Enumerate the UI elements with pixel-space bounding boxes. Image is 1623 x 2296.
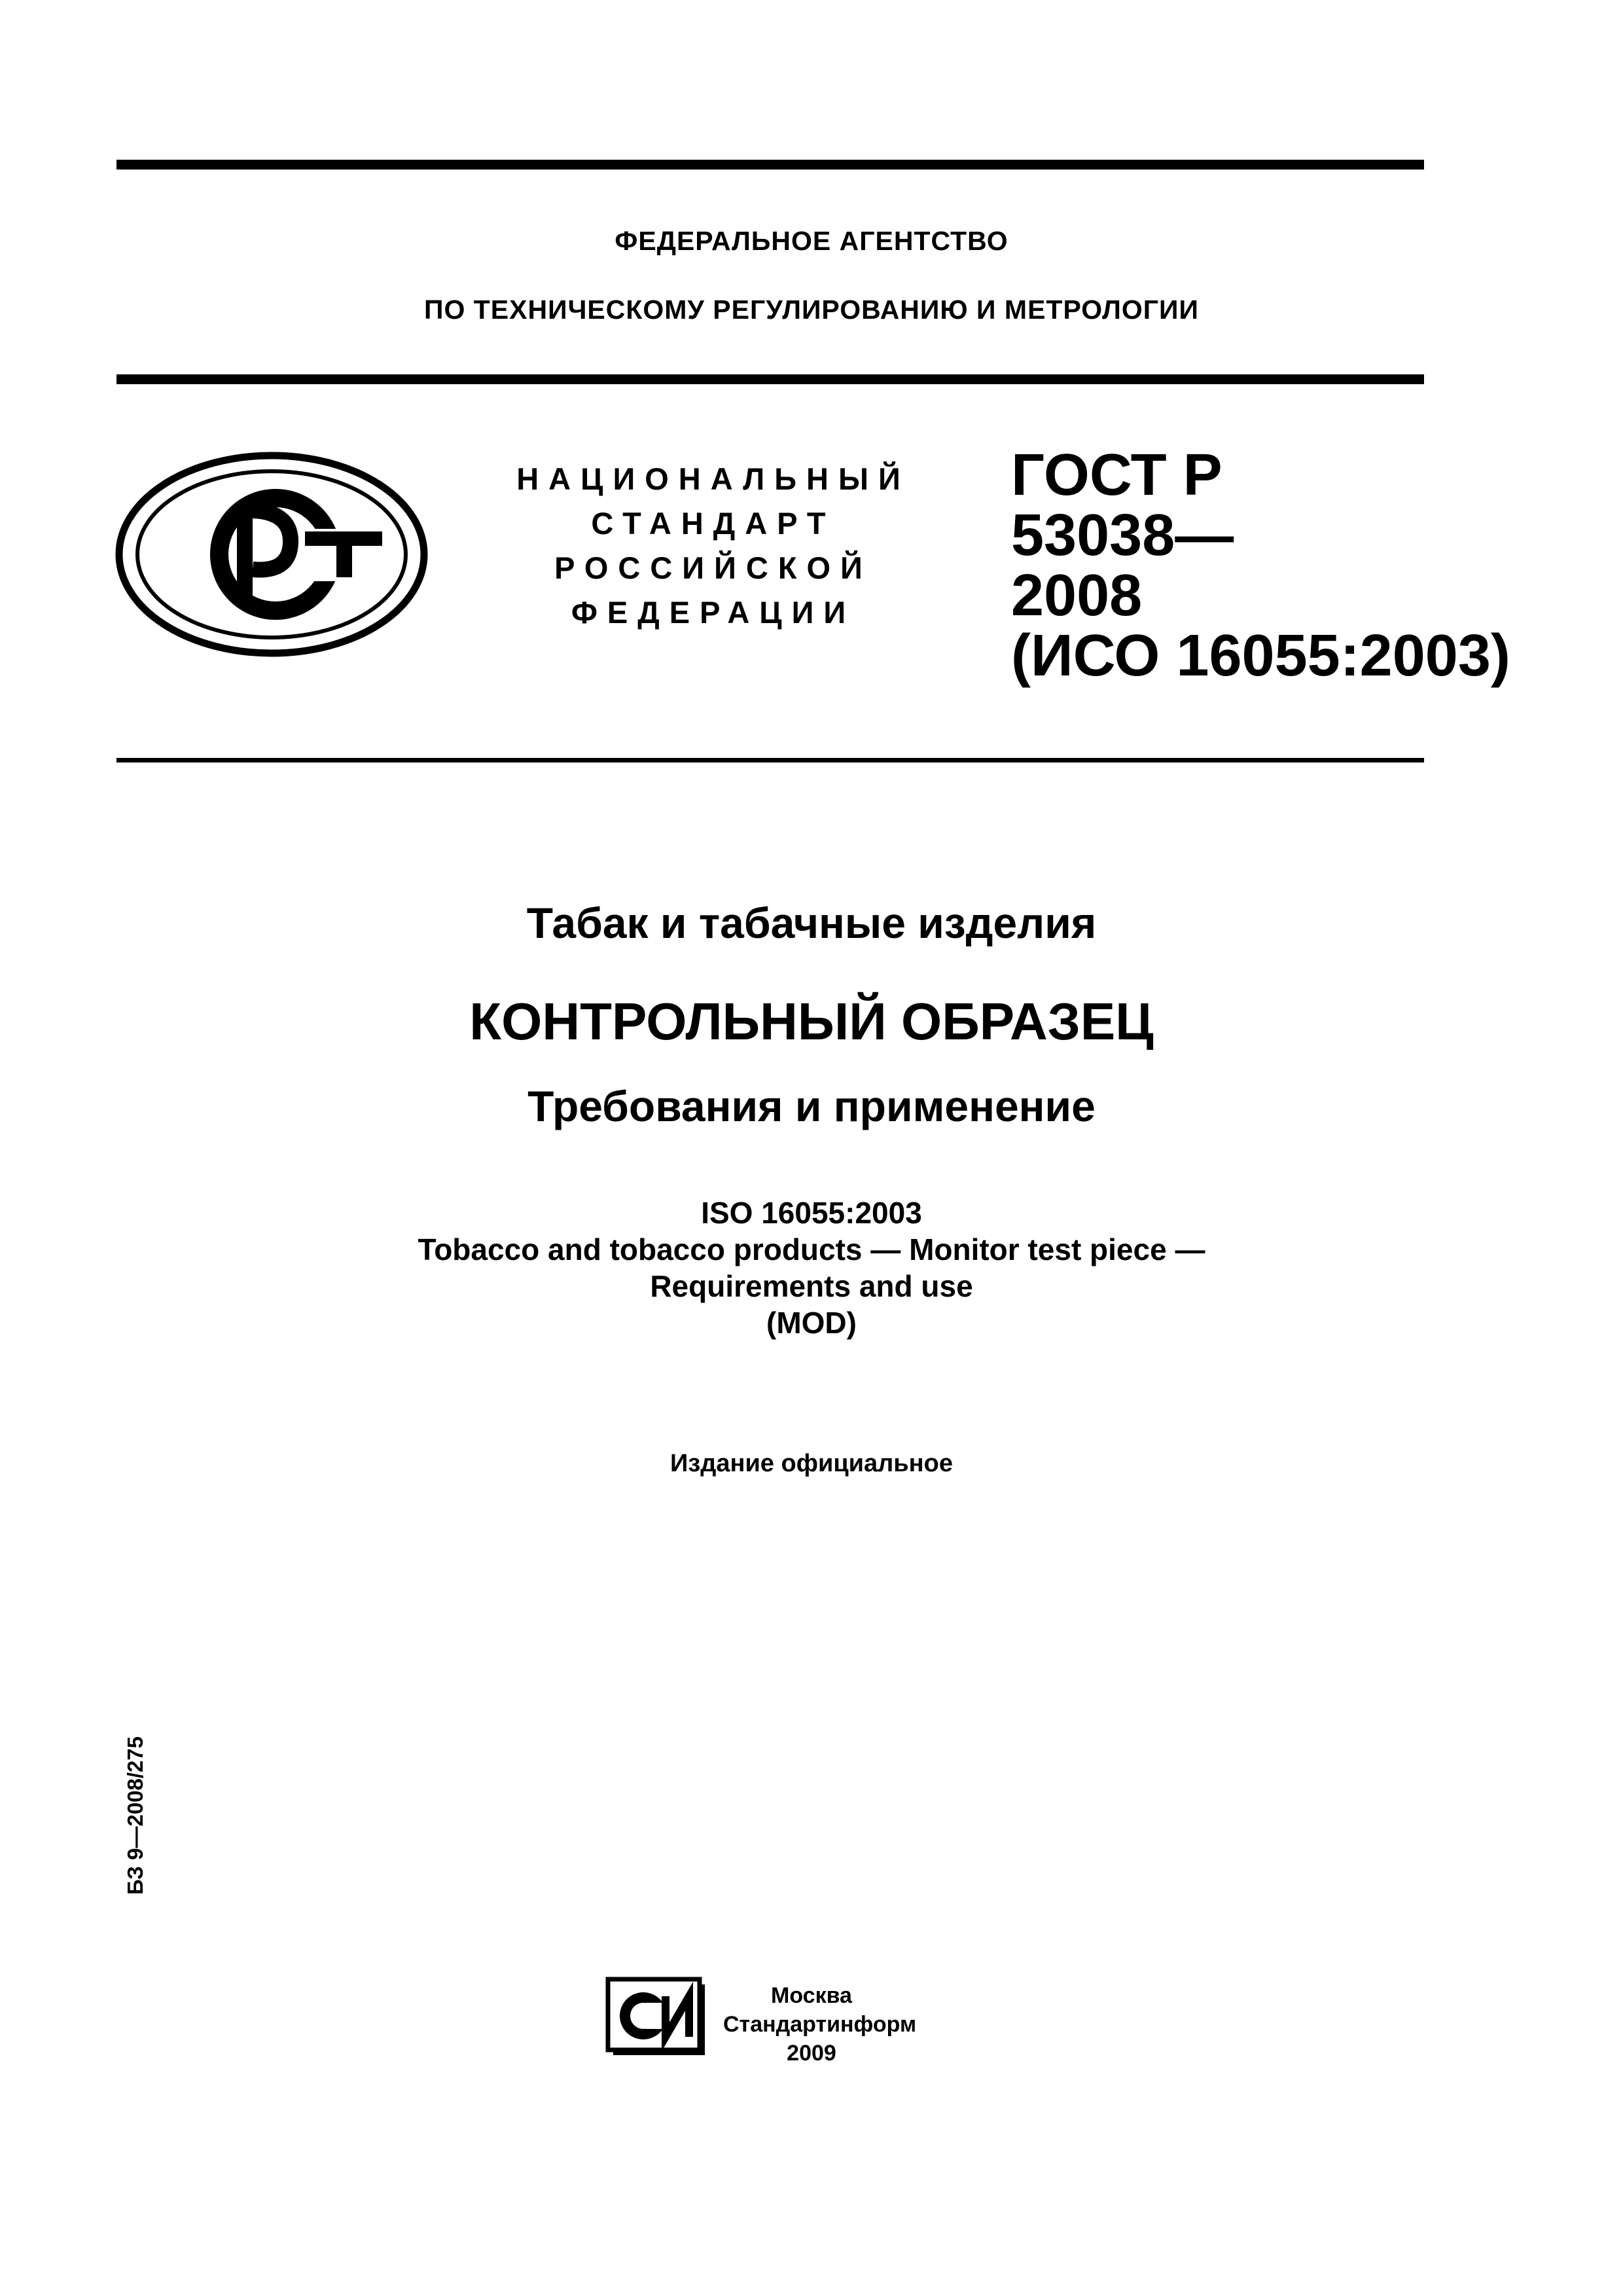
national-standard-line-3: РОССИЙСКОЙ: [554, 550, 872, 585]
publisher-block: [723, 1981, 917, 2068]
standartinform-logo-icon: [605, 1977, 710, 2058]
iso-title-line-2: Requirements and use: [650, 1269, 973, 1303]
title-main: КОНТРОЛЬНЫЙ ОБРАЗЕЦ: [469, 992, 1154, 1050]
agency-rule: [116, 374, 1424, 384]
agency-line-1: ФЕДЕРАЛЬНОЕ АГЕНТСТВО: [615, 226, 1008, 256]
national-standard-line-4: ФЕДЕРАЦИИ: [571, 595, 856, 630]
national-standard-line-1: НАЦИОНАЛЬНЫЙ: [516, 461, 910, 496]
gost-line-4: (ИСО 16055:2003): [1011, 623, 1510, 689]
agency-line-2: ПО ТЕХНИЧЕСКОМУ РЕГУЛИРОВАНИЮ И МЕТРОЛОГИИ: [424, 295, 1199, 325]
iso-title-line-1: Tobacco and tobacco products — Monitor test piece —: [418, 1232, 1205, 1266]
publisher-city: Москва: [771, 1983, 852, 2008]
iso-reference: [0, 1194, 1623, 1341]
title-line-3: Требования и применение: [527, 1082, 1096, 1130]
publisher-name: Стандартинформ: [723, 2012, 917, 2037]
iso-number: ISO 16055:2003: [701, 1196, 922, 1230]
edition-label: Издание официальное: [670, 1450, 953, 1477]
publisher-year: 2009: [787, 2041, 836, 2066]
header-bottom-rule: [116, 758, 1424, 762]
national-standard-line-2: СТАНДАРТ: [591, 506, 836, 541]
bz-code: БЗ 9—2008/275: [123, 1736, 147, 1895]
gost-line-1: ГОСТ Р: [1011, 442, 1222, 508]
gost-line-3: 2008: [1011, 563, 1143, 628]
national-standard-label: [484, 457, 942, 635]
iso-mod: (MOD): [766, 1306, 857, 1340]
top-rule: [116, 160, 1424, 170]
rst-certification-mark-icon: [115, 452, 428, 658]
title-line-1: Табак и табачные изделия: [526, 899, 1097, 947]
gost-designation: [1011, 442, 1510, 689]
gost-line-2: 53038—: [1011, 503, 1234, 568]
